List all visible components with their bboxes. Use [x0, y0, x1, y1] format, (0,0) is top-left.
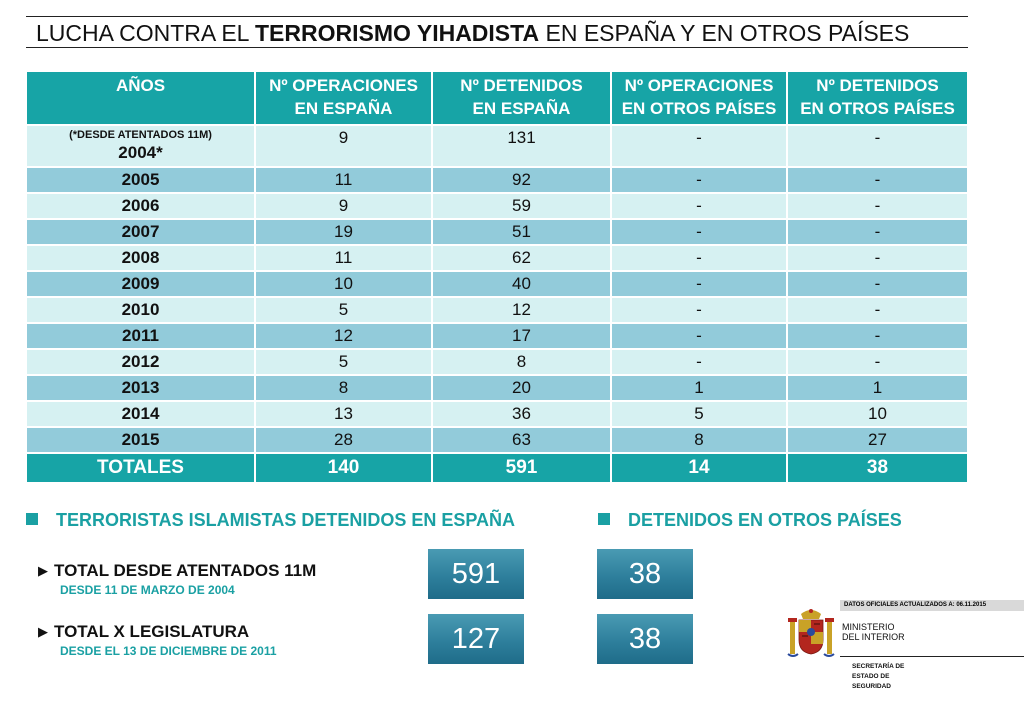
other-legislature-box: 38	[597, 614, 693, 664]
table-header-row	[27, 72, 967, 124]
play-arrow-icon: ▶	[38, 624, 48, 639]
cell: 8	[612, 426, 788, 452]
cell: -	[612, 270, 788, 296]
cell: -	[788, 192, 967, 218]
year-cell: 2015	[27, 426, 256, 452]
play-arrow-icon: ▶	[38, 563, 48, 578]
cell: -	[612, 322, 788, 348]
header-operations-spain: Nº OPERACIONES EN ESPAÑA	[256, 72, 433, 124]
header-operations-other: Nº OPERACIONES EN OTROS PAÍSES	[612, 72, 788, 124]
secretaria-label: SECRETARÍA DE ESTADO DE SEGURIDAD	[852, 663, 905, 690]
logo-divider	[840, 656, 1024, 657]
cell: -	[788, 244, 967, 270]
data-updated-label: DATOS OFICIALES ACTUALIZADOS A: 06.11.2015	[840, 600, 1024, 611]
cell: 9	[256, 192, 433, 218]
page-title	[26, 16, 968, 48]
cell: -	[612, 124, 788, 166]
cell: -	[612, 296, 788, 322]
section-heading-other: DETENIDOS EN OTROS PAÍSES	[598, 508, 902, 532]
cell: -	[612, 348, 788, 374]
cell: 17	[433, 322, 612, 348]
cell: -	[612, 244, 788, 270]
cell: 1	[612, 374, 788, 400]
summary-sublabel: DESDE EL 13 DE DICIEMBRE DE 2011	[60, 644, 277, 658]
header-detainees-spain: Nº DETENIDOS EN ESPAÑA	[433, 72, 612, 124]
total-cell: 591	[433, 452, 612, 482]
year-cell: 2007	[27, 218, 256, 244]
table-row	[27, 374, 967, 400]
year-cell: 2013	[27, 374, 256, 400]
cell: 92	[433, 166, 612, 192]
first-row-note: (*DESDE ATENTADOS 11M)	[69, 129, 212, 141]
table-row	[27, 322, 967, 348]
cell: 12	[433, 296, 612, 322]
cell: 8	[256, 374, 433, 400]
table-row	[27, 296, 967, 322]
cell: -	[788, 218, 967, 244]
table-row	[27, 166, 967, 192]
table-row	[27, 400, 967, 426]
title-part1: LUCHA CONTRA EL	[36, 20, 255, 46]
cell: 62	[433, 244, 612, 270]
table-row	[27, 270, 967, 296]
summary-sublabel: DESDE 11 DE MARZO DE 2004	[60, 583, 235, 597]
total-cell: 38	[788, 452, 967, 482]
cell: -	[612, 166, 788, 192]
summary-item-legislature	[38, 621, 277, 659]
cell: -	[612, 192, 788, 218]
table-row	[27, 124, 967, 166]
cell: -	[788, 322, 967, 348]
section-heading-spain: TERRORISTAS ISLAMISTAS DETENIDOS EN ESPAÑA	[26, 508, 515, 532]
cell: 19	[256, 218, 433, 244]
spain-coat-of-arms-icon	[786, 606, 836, 662]
total-cell: 140	[256, 452, 433, 482]
cell: 12	[256, 322, 433, 348]
year-cell: 2008	[27, 244, 256, 270]
year-cell: (*DESDE ATENTADOS 11M) 2004*	[27, 124, 256, 166]
cell: 20	[433, 374, 612, 400]
table-row	[27, 348, 967, 374]
year-cell: 2012	[27, 348, 256, 374]
summary-label: TOTAL DESDE ATENTADOS 11M	[54, 561, 317, 580]
bullet-square-icon	[26, 513, 38, 525]
cell: -	[788, 296, 967, 322]
table-row	[27, 426, 967, 452]
cell: 5	[612, 400, 788, 426]
ministry-name: MINISTERIO DEL INTERIOR	[842, 622, 905, 642]
table-row	[27, 218, 967, 244]
header-years: AÑOS	[27, 72, 256, 124]
year-cell: 2011	[27, 322, 256, 348]
summary-item-since-11m	[38, 560, 316, 598]
cell: -	[788, 348, 967, 374]
cell: -	[788, 270, 967, 296]
header-detainees-other: Nº DETENIDOS EN OTROS PAÍSES	[788, 72, 967, 124]
operations-table	[27, 72, 967, 482]
totals-label: TOTALES	[27, 452, 256, 482]
cell: -	[788, 166, 967, 192]
cell: 5	[256, 348, 433, 374]
cell: -	[612, 218, 788, 244]
cell: 10	[256, 270, 433, 296]
cell: 131	[433, 124, 612, 166]
cell: 51	[433, 218, 612, 244]
summary-label: TOTAL X LEGISLATURA	[54, 622, 250, 641]
ministry-logo	[784, 598, 1024, 688]
year-cell: 2006	[27, 192, 256, 218]
cell: 36	[433, 400, 612, 426]
year-cell: 2014	[27, 400, 256, 426]
other-total-box: 38	[597, 549, 693, 599]
cell: 5	[256, 296, 433, 322]
cell: 13	[256, 400, 433, 426]
table-row	[27, 244, 967, 270]
year-cell: 2010	[27, 296, 256, 322]
cell: 59	[433, 192, 612, 218]
title-part2: EN ESPAÑA Y EN OTROS PAÍSES	[539, 20, 910, 46]
cell: 28	[256, 426, 433, 452]
cell: 27	[788, 426, 967, 452]
cell: 40	[433, 270, 612, 296]
year-cell: 2009	[27, 270, 256, 296]
cell: 11	[256, 166, 433, 192]
cell: 10	[788, 400, 967, 426]
spain-legislature-box: 127	[428, 614, 524, 664]
total-cell: 14	[612, 452, 788, 482]
spain-total-box: 591	[428, 549, 524, 599]
cell: 9	[256, 124, 433, 166]
cell: -	[788, 124, 967, 166]
cell: 1	[788, 374, 967, 400]
cell: 8	[433, 348, 612, 374]
cell: 63	[433, 426, 612, 452]
title-bold: TERRORISMO YIHADISTA	[254, 20, 540, 46]
cell: 11	[256, 244, 433, 270]
year-cell: 2005	[27, 166, 256, 192]
table-row	[27, 192, 967, 218]
bullet-square-icon	[598, 513, 610, 525]
totals-row	[27, 452, 967, 482]
